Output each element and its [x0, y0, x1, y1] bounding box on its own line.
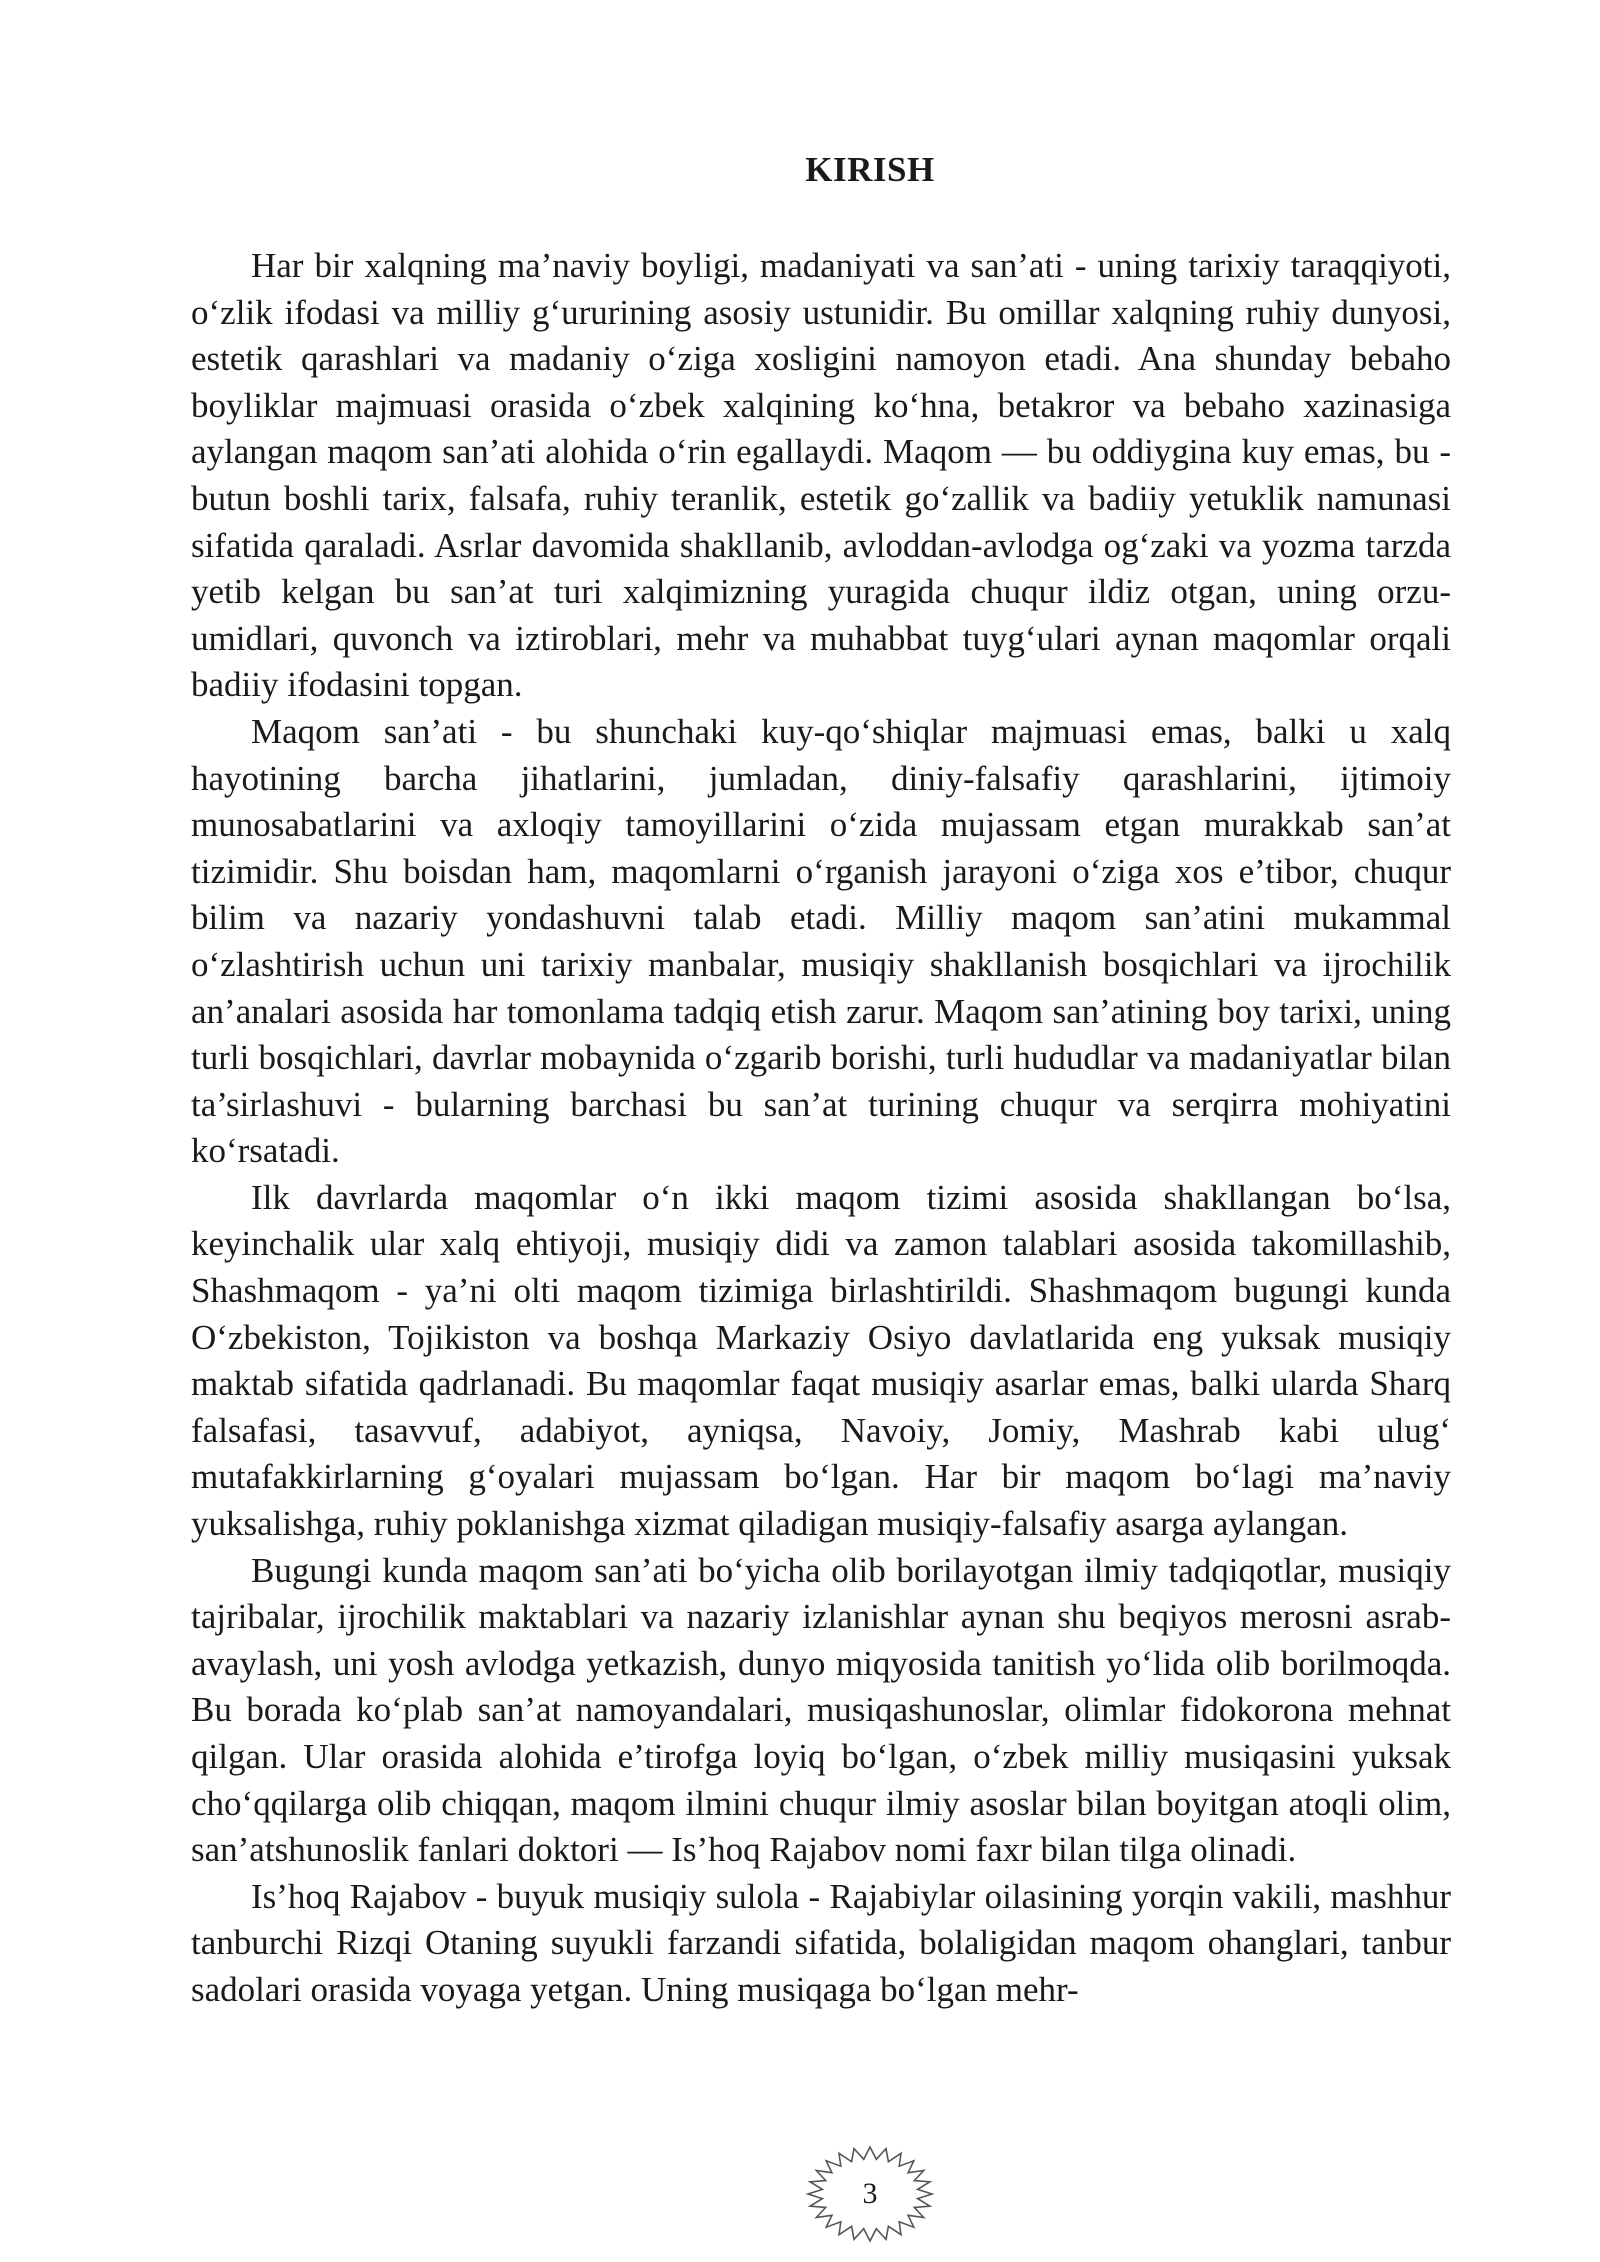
- paragraph-2: Maqom san’ati - bu shunchaki kuy-qo‘shiqlar majmuasi emas, balki u xalq hayotining barcha jihatlarini, jumladan, diniy-falsafiy qarashlarini, ijtimoiy munosabatlarini va axloqiy tamoyillarini o‘zida mujassam etgan murakkab san’at tizimidir. Shu boisdan ham, maqomlarni o‘rganish jarayoni o‘ziga xos e’tibor, chuqur bilim va nazariy yondashuvni talab etadi. Milliy maqom san’atini mukammal o‘zlashtirish uchun uni tarixiy manbalar, musiqiy shakllanish bosqichlari va ijrochilik an’analari asosida har tomonlama tadqiq etish zarur. Maqom san’atining boy tarixi, uning turli bosqichlari, davrlar mobaynida o‘zgarib borishi, turli hududlar va madaniyatlar bilan ta’sirlashuvi - bularning barchasi bu san’at turining chuqur va serqirra mohiyatini ko‘rsatadi.: [191, 711, 1451, 1171]
- paragraph-4: Bugungi kunda maqom san’ati bo‘yicha olib borilayotgan ilmiy tadqiqotlar, musiqiy tajribalar, ijrochilik maktablari va nazariy izlanishlar aynan shu beqiyos merosni asrab-avaylash, uni yosh avlodga yetkazish, dunyo miqyosida tanitish yo‘lida olib borilmoqda. Bu borada ko‘plab san’at namoyandalari, musiqashunoslar, olimlar fidokorona mehnat qilgan. Ular orasida alohida e’tirofga loyiq bo‘lgan, o‘zbek milliy musiqasini yuksak cho‘qqilarga olib chiqqan, maqom ilmini chuqur ilmiy asoslar bilan boyitgan atoqli olim, san’atshunoslik fanlari doktori — Is’hoq Rajabov nomi faxr bilan tilga olinadi.: [191, 1550, 1451, 1870]
- paragraph-1: Har bir xalqning ma’naviy boyligi, madaniyati va san’ati - uning tarixiy taraqqiyoti, o‘zlik ifodasi va milliy g‘ururining asosiy ustunidir. Bu omillar xalqning ruhiy dunyosi, estetik qarashlari va madaniy o‘ziga xosligini namoyon etadi. Ana shunday bebaho boyliklar majmuasi orasida o‘zbek xalqining ko‘hna, betakror va bebaho xazinasiga aylangan maqom san’ati alohida o‘rin egallaydi. Maqom — bu oddiygina kuy emas, bu - butun boshli tarix, falsafa, ruhiy teranlik, estetik go‘zallik va badiiy yetuklik namunasi sifatida qaraladi. Asrlar davomida shakllanib, avloddan-avlodga og‘zaki va yozma tarzda yetib kelgan bu san’at turi xalqimizning yuragida chuqur ildiz otgan, uning orzu-umidlari, quvonch va iztiroblari, mehr va muhabbat tuyg‘ulari aynan maqomlar orqali badiiy ifodasini topgan.: [191, 246, 1451, 705]
- page-number: 3: [862, 2177, 878, 2210]
- paragraph-3: Ilk davrlarda maqomlar o‘n ikki maqom tizimi asosida shakllangan bo‘lsa, keyinchalik ular xalq ehtiyoji, musiqiy didi va zamon talablari asosida takomillashib, Shashmaqom - ya’ni olti maqom tizimiga birlashtirildi. Shashmaqom bugungi kunda O‘zbekiston, Tojikiston va boshqa Markaziy Osiyo davlatlarida eng yuksak musiqiy maktab sifatida qadrlanadi. Bu maqomlar faqat musiqiy asarlar emas, balki ularda Sharq falsafasi, tasavvuf, adabiyot, ayniqsa, Navoiy, Jomiy, Mashrab kabi ulug‘ mutafakkirlarning g‘oyalari mujassam bo‘lgan. Har bir maqom bo‘lagi ma’naviy yuksalishga, ruhiy poklanishga xizmat qiladigan musiqiy-falsafiy asarga aylangan.: [191, 1177, 1451, 1544]
- page-number-ornament: [805, 2144, 935, 2244]
- body-text: [191, 243, 1451, 2014]
- paragraph-5: Is’hoq Rajabov - buyuk musiqiy sulola - Rajabiylar oilasining yorqin vakili, mashhur tanburchi Rizqi Otaning suyukli farzandi sifatida, bolaligidan maqom ohanglari, tanbur sadolari orasida voyaga yetgan. Uning musiqaga bo‘lgan mehr-: [191, 1876, 1451, 2009]
- page-title: KIRISH: [805, 150, 935, 189]
